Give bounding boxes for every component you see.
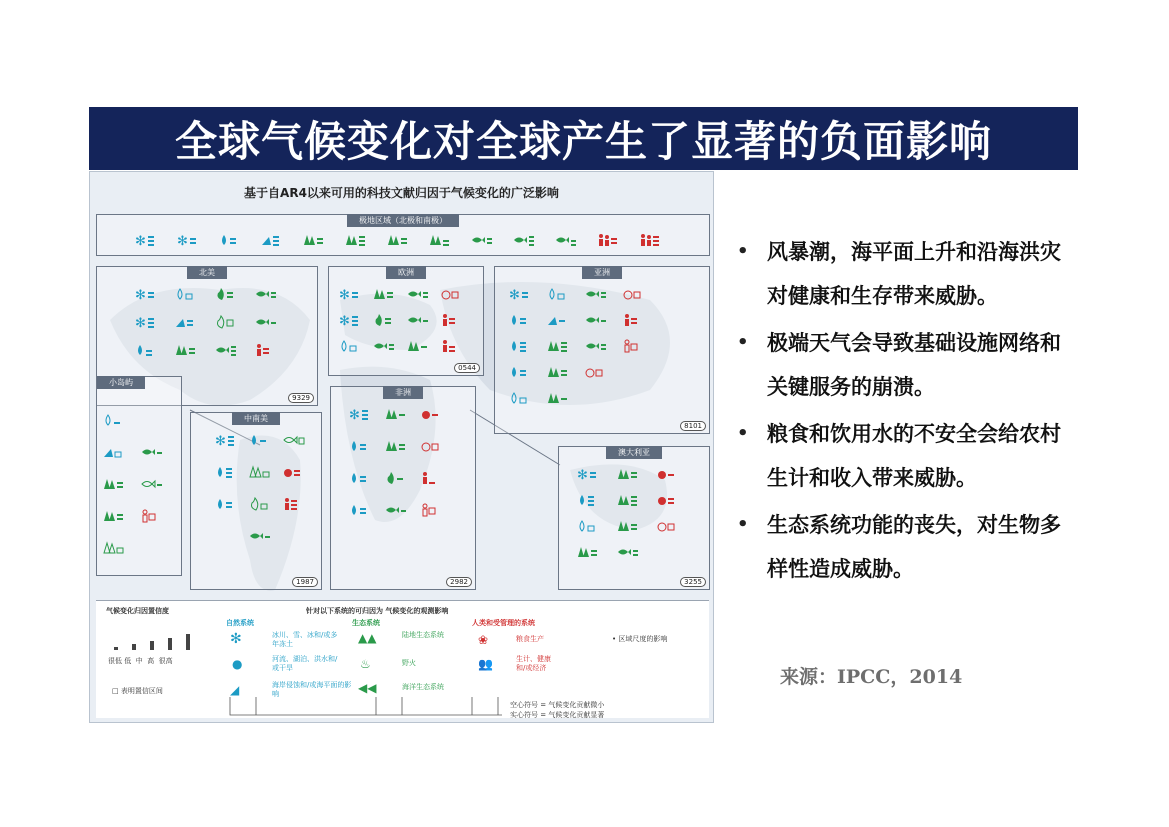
terrestrial-eco-icon bbox=[617, 519, 639, 533]
wildfire-legend-icon: ♨ bbox=[360, 657, 371, 671]
coast-icon bbox=[547, 313, 569, 327]
svg-text:✻: ✻ bbox=[339, 288, 350, 301]
marine-eco-icon bbox=[617, 545, 639, 559]
regional-scale-note: • 区域尺度的影响 bbox=[612, 635, 668, 643]
eco-item-marine: 海洋生态系统 bbox=[402, 683, 444, 691]
human-systems-title: 人类和受管理的系统 bbox=[472, 619, 535, 627]
river-icon bbox=[577, 519, 599, 533]
terrestrial-eco-icon bbox=[373, 287, 395, 301]
human-item-livelihood: 生计、健康和/或经济 bbox=[516, 655, 551, 672]
food-production-icon bbox=[585, 365, 607, 379]
title-banner bbox=[89, 107, 1078, 170]
publication-count: 1987 bbox=[292, 577, 318, 587]
livelihood-icon bbox=[283, 497, 305, 511]
livelihood-icon bbox=[623, 313, 645, 327]
food-production-icon bbox=[657, 519, 679, 533]
terrestrial-eco-icon bbox=[249, 465, 271, 479]
bullet-marker: • bbox=[737, 514, 749, 535]
bullet-text: 极端天气会导致基础设施网络和关键服务的崩溃。 bbox=[767, 330, 1061, 399]
food-production-icon bbox=[657, 493, 679, 507]
publication-count: 8101 bbox=[680, 421, 706, 431]
bullet-text: 生态系统功能的丧失，对生物多样性造成威胁。 bbox=[767, 512, 1061, 581]
bullet-marker: • bbox=[737, 423, 749, 444]
glacier-icon bbox=[215, 433, 237, 447]
publication-count: 9329 bbox=[288, 393, 314, 403]
glacier-icon bbox=[349, 407, 371, 421]
terrestrial-eco-icon bbox=[547, 391, 569, 405]
terrestrial-eco-icon bbox=[385, 439, 407, 453]
wildfire-icon bbox=[385, 471, 407, 485]
marine-eco-icon bbox=[255, 315, 277, 329]
region-asia bbox=[494, 266, 710, 434]
eco-systems-title: 生态系统 bbox=[352, 619, 380, 627]
glacier-icon bbox=[339, 313, 361, 327]
terrestrial-eco-icon bbox=[617, 493, 639, 507]
marine-eco-icon bbox=[255, 287, 277, 301]
terrestrial-eco-icon bbox=[303, 233, 325, 247]
svg-text:✻: ✻ bbox=[135, 234, 146, 247]
marine-eco-icon bbox=[141, 445, 163, 459]
marine-eco-icon bbox=[555, 233, 577, 247]
icon-grid bbox=[509, 287, 661, 405]
glacier-icon bbox=[135, 315, 157, 329]
terrestrial-legend-icon: ▲▲ bbox=[358, 631, 377, 645]
terrestrial-eco-icon bbox=[103, 509, 125, 523]
region-label: 北美 bbox=[187, 266, 227, 279]
food-production-icon bbox=[421, 439, 443, 453]
terrestrial-eco-icon bbox=[547, 365, 569, 379]
human-item-food: 粮食生产 bbox=[516, 635, 544, 643]
bullet-text: 风暴潮，海平面上升和沿海洪灾对健康和生存带来威胁。 bbox=[767, 239, 1061, 308]
river-icon bbox=[219, 233, 241, 247]
marine-eco-icon bbox=[385, 503, 407, 517]
marine-eco-icon bbox=[249, 529, 271, 543]
terrestrial-eco-icon bbox=[103, 541, 125, 555]
region-label: 中南美 bbox=[232, 412, 280, 425]
region-label: 澳大利亚 bbox=[606, 446, 662, 459]
river-icon bbox=[175, 287, 197, 301]
food-production-icon bbox=[441, 287, 463, 301]
ipcc-impact-figure bbox=[89, 171, 714, 723]
list-item bbox=[737, 412, 1067, 500]
livelihood-icon bbox=[255, 343, 277, 357]
livelihood-icon bbox=[639, 233, 661, 247]
livelihood-icon bbox=[421, 503, 443, 517]
svg-text:✻: ✻ bbox=[135, 316, 146, 329]
region-label: 非洲 bbox=[383, 386, 423, 399]
glacier-icon bbox=[177, 233, 199, 247]
terrestrial-eco-icon bbox=[429, 233, 451, 247]
list-item bbox=[737, 230, 1067, 318]
key-points-list bbox=[737, 230, 1067, 594]
confidence-bars bbox=[110, 631, 220, 653]
marine-legend-icon: ◀◀ bbox=[358, 681, 377, 695]
svg-text:✻: ✻ bbox=[577, 468, 588, 481]
source-citation: 来源：IPCC，2014 bbox=[780, 666, 963, 688]
coast-icon bbox=[103, 445, 125, 459]
wildfire-icon bbox=[249, 497, 271, 511]
glacier-icon bbox=[577, 467, 599, 481]
marine-eco-icon bbox=[283, 433, 305, 447]
bullet-marker: • bbox=[737, 332, 749, 353]
river-icon bbox=[349, 471, 371, 485]
river-icon bbox=[215, 465, 237, 479]
outline-note: □ 表明置信区间 bbox=[112, 687, 163, 695]
livelihood-icon bbox=[421, 471, 443, 485]
icon-grid bbox=[103, 413, 179, 555]
terrestrial-eco-icon bbox=[547, 339, 569, 353]
river-legend-icon: ● bbox=[232, 657, 243, 671]
food-production-icon bbox=[657, 467, 679, 481]
food-production-icon bbox=[623, 287, 645, 301]
svg-text:✻: ✻ bbox=[215, 434, 226, 447]
marine-eco-icon bbox=[407, 287, 429, 301]
river-icon bbox=[349, 439, 371, 453]
icon-row bbox=[135, 233, 681, 247]
terrestrial-eco-icon bbox=[577, 545, 599, 559]
svg-text:✻: ✻ bbox=[349, 408, 360, 421]
marine-eco-icon bbox=[585, 287, 607, 301]
marine-eco-icon bbox=[471, 233, 493, 247]
coast-icon bbox=[175, 315, 197, 329]
confidence-levels: 很低 低 中 高 很高 bbox=[108, 657, 173, 665]
marine-eco-icon bbox=[373, 339, 395, 353]
coast-legend-icon: ◢ bbox=[230, 683, 240, 697]
icon-grid bbox=[577, 467, 697, 559]
hollow-symbol-note: 空心符号 = 气候变化贡献微小 bbox=[510, 701, 605, 709]
glacier-icon bbox=[509, 287, 531, 301]
glacier-icon bbox=[135, 287, 157, 301]
publication-count: 0544 bbox=[454, 363, 480, 373]
list-item bbox=[737, 321, 1067, 409]
marine-eco-icon bbox=[407, 313, 429, 327]
legend-connector-lines bbox=[226, 697, 506, 719]
region-small-islands bbox=[96, 376, 182, 576]
marine-eco-icon bbox=[585, 339, 607, 353]
publication-count: 3255 bbox=[680, 577, 706, 587]
svg-text:✻: ✻ bbox=[509, 288, 520, 301]
river-icon bbox=[547, 287, 569, 301]
river-icon bbox=[509, 365, 531, 379]
terrestrial-eco-icon bbox=[103, 477, 125, 491]
terrestrial-eco-icon bbox=[617, 467, 639, 481]
river-icon bbox=[349, 503, 371, 517]
river-icon bbox=[509, 339, 531, 353]
region-label: 亚洲 bbox=[582, 266, 622, 279]
wildfire-icon bbox=[215, 315, 237, 329]
river-icon bbox=[339, 339, 361, 353]
region-label: 极地区域（北极和南极） bbox=[347, 214, 459, 227]
glacier-legend-icon: ✻ bbox=[230, 631, 242, 647]
coast-icon bbox=[261, 233, 283, 247]
region-polar bbox=[96, 214, 710, 256]
eco-item-wildfire: 野火 bbox=[402, 659, 416, 667]
livelihood-icon bbox=[623, 339, 645, 353]
figure-legend bbox=[96, 600, 709, 718]
icon-grid bbox=[349, 407, 457, 517]
icon-grid bbox=[339, 287, 475, 353]
svg-text:✻: ✻ bbox=[135, 288, 146, 301]
terrestrial-eco-icon bbox=[387, 233, 409, 247]
region-australasia bbox=[558, 446, 710, 590]
region-europe bbox=[328, 266, 484, 376]
river-icon bbox=[215, 497, 237, 511]
river-icon bbox=[135, 343, 157, 357]
systems-title: 针对以下系统的可归因为 气候变化的观测影响 bbox=[306, 607, 449, 615]
icon-grid bbox=[135, 287, 295, 357]
terrestrial-eco-icon bbox=[385, 407, 407, 421]
slide-title: 全球气候变化对全球产生了显著的负面影响 bbox=[174, 116, 992, 166]
bullet-marker: • bbox=[737, 241, 749, 262]
livelihood-legend-icon: 👥 bbox=[478, 657, 493, 671]
natural-item-river: 河流、湖泊、洪水和/或干旱 bbox=[272, 655, 338, 672]
livelihood-icon bbox=[597, 233, 619, 247]
livelihood-icon bbox=[141, 509, 163, 523]
food-production-icon bbox=[421, 407, 443, 421]
list-item bbox=[737, 503, 1067, 591]
natural-systems-title: 自然系统 bbox=[226, 619, 254, 627]
marine-eco-icon bbox=[141, 477, 163, 491]
eco-item-terrestrial: 陆地生态系统 bbox=[402, 631, 444, 639]
livelihood-icon bbox=[441, 313, 463, 327]
wildfire-icon bbox=[215, 287, 237, 301]
solid-symbol-note: 实心符号 = 气候变化贡献显著 bbox=[510, 711, 605, 719]
marine-eco-icon bbox=[585, 313, 607, 327]
river-icon bbox=[509, 391, 531, 405]
river-icon bbox=[509, 313, 531, 327]
confidence-title: 气候变化归因置信度 bbox=[106, 607, 169, 615]
icon-grid bbox=[215, 433, 317, 543]
river-icon bbox=[577, 493, 599, 507]
svg-text:✻: ✻ bbox=[177, 234, 188, 247]
food-production-icon bbox=[283, 465, 305, 479]
livelihood-icon bbox=[441, 339, 463, 353]
wildfire-icon bbox=[373, 313, 395, 327]
food-legend-icon: ❀ bbox=[478, 633, 489, 647]
marine-eco-icon bbox=[513, 233, 535, 247]
bullet-text: 粮食和饮用水的不安全会给农村生计和收入带来威胁。 bbox=[767, 421, 1061, 490]
figure-title: 基于自AR4以来可用的科技文献归因于气候变化的广泛影响 bbox=[244, 186, 559, 200]
terrestrial-eco-icon bbox=[345, 233, 367, 247]
region-central-south-america bbox=[190, 412, 322, 590]
glacier-icon bbox=[135, 233, 157, 247]
publication-count: 2982 bbox=[446, 577, 472, 587]
river-icon bbox=[103, 413, 125, 427]
natural-item-coast: 海岸侵蚀和/或海平面的影响 bbox=[272, 681, 352, 698]
region-label: 小岛屿 bbox=[97, 376, 145, 389]
river-icon bbox=[249, 433, 271, 447]
region-africa bbox=[330, 386, 476, 590]
glacier-icon bbox=[339, 287, 361, 301]
natural-item-glacier: 冰川、雪、冰和/或多年冻土 bbox=[272, 631, 338, 648]
region-label: 欧洲 bbox=[386, 266, 426, 279]
svg-text:✻: ✻ bbox=[339, 314, 350, 327]
marine-eco-icon bbox=[215, 343, 237, 357]
terrestrial-eco-icon bbox=[175, 343, 197, 357]
terrestrial-eco-icon bbox=[407, 339, 429, 353]
